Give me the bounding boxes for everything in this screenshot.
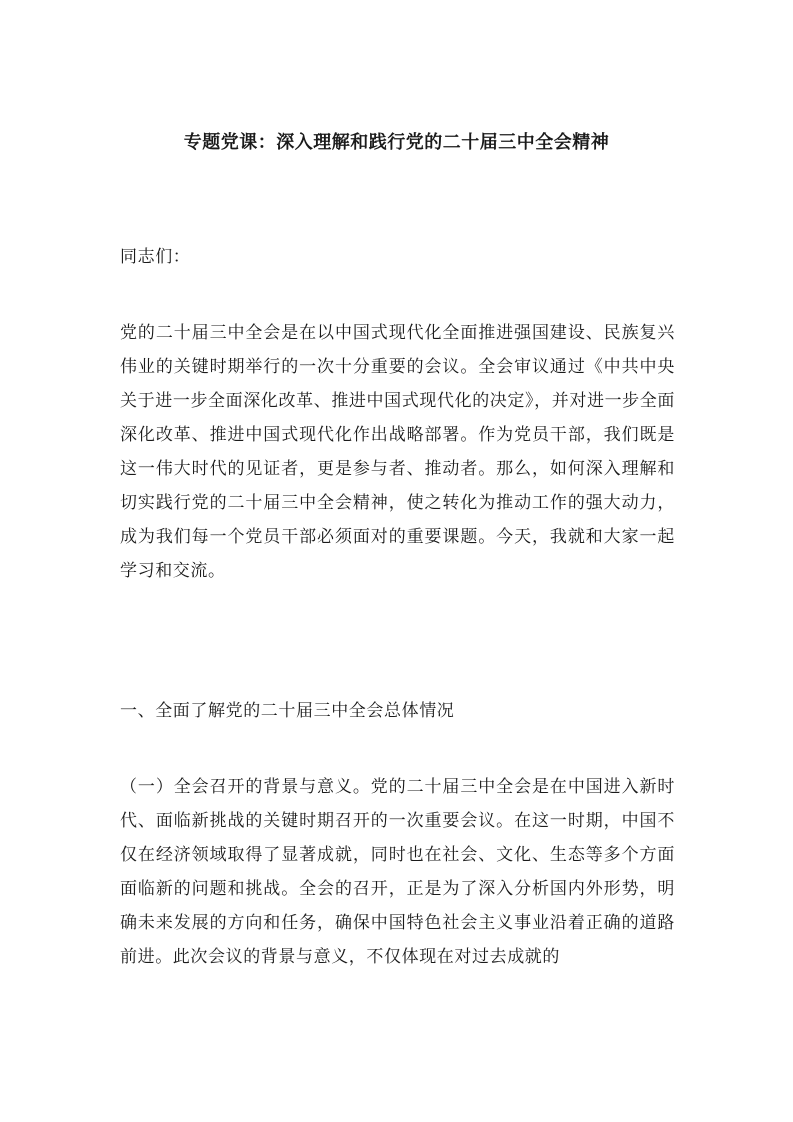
salutation: 同志们： <box>120 247 191 267</box>
section-heading: 一、全面了解党的二十届三中全会总体情况 <box>120 701 455 721</box>
intro-paragraph: 党的二十届三中全会是在以中国式现代化全面推进强国建设、民族复兴伟业的关键时期举行的一次十分重要的会议。全会审议通过《中共中央关于进一步全面深化改革、推进中国式现代化的决定》，并对进一步全面深化改革、推进中国式现代化作出战略部署。作为党员干部，我们既是这一伟大时代的见证者，更是参与者、推动者。那么，如何深入理解和切实践行党的二十届三中全会精神，使之转化为推动工作的强大动力，成为我们每一个党员干部必须面对的重要课题。今天，我就和大家一起学习和交流。 <box>120 323 675 581</box>
document-title: 专题党课：深入理解和践行党的二十届三中全会精神 <box>183 132 610 153</box>
section-paragraph: （一）全会召开的背景与意义。党的二十届三中全会是在中国进入新时代、面临新挑战的关键时期召开的一次重要会议。在这一时期，中国不仅在经济领域取得了显著成就，同时也在社会、文化、生态等多个方面面临新的问题和挑战。全会的召开，正是为了深入分析国内外形势，明确未来发展的方向和任务，确保中国特色社会主义事业沿着正确的道路前进。此次会议的背景与意义，不仅体现在对过去成就的 <box>120 777 675 967</box>
